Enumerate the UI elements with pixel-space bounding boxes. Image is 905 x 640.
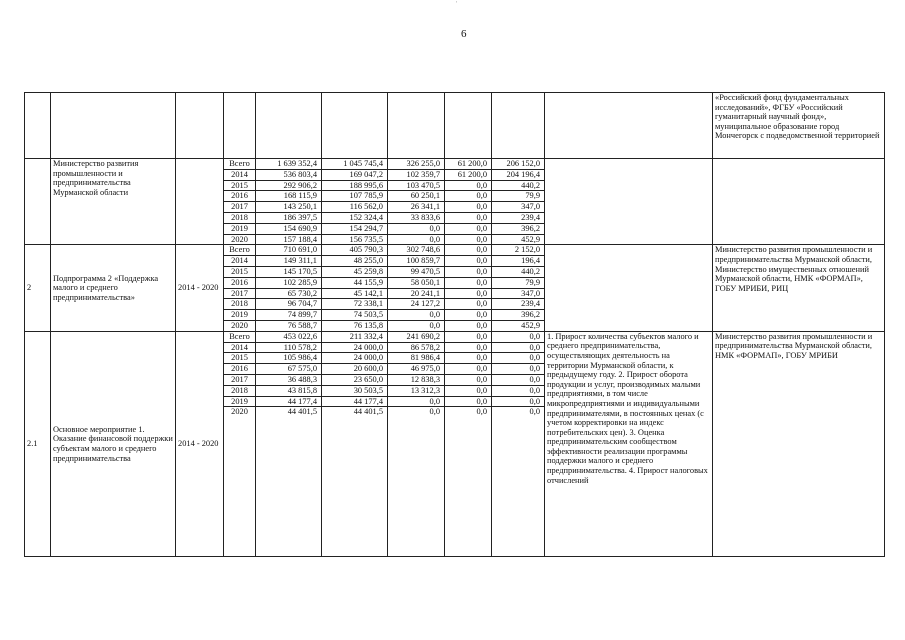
amount: 0,0 (492, 407, 545, 557)
year: 2015 (224, 266, 256, 277)
top-executor: «Российский фонд фундаментальных исследований», ФГБУ «Российский гуманитарный научный фонд», муниципальное образование город Мончегорск с подведомственной территорией (713, 93, 885, 159)
amount: 239,4 (492, 299, 545, 310)
indicators (545, 159, 713, 245)
amount: 110 578,2 (256, 342, 322, 353)
amount: 0,0 (445, 310, 492, 321)
amount: 452,9 (492, 320, 545, 331)
amount: 0,0 (445, 245, 492, 256)
amount: 72 338,1 (322, 299, 388, 310)
indicators (545, 245, 713, 331)
amount: 154 294,7 (322, 223, 388, 234)
amount: 102 359,7 (388, 169, 445, 180)
amount: 0,0 (445, 277, 492, 288)
amount: 44 177,4 (256, 396, 322, 407)
amount: 169 047,2 (322, 169, 388, 180)
year: 2016 (224, 364, 256, 375)
amount: 0,0 (445, 353, 492, 364)
amount: 239,4 (492, 212, 545, 223)
amount: 347,0 (492, 202, 545, 213)
year: 2018 (224, 212, 256, 223)
executor: Министерство развития промышленности и предпринимательства Мурманской области, НМК «ФОРМАП», ГОБУ МРИБИ (713, 331, 885, 557)
table-row-top (25, 93, 885, 159)
amount: 0,0 (445, 202, 492, 213)
scan-mark: ˈ (455, 0, 458, 9)
amount: 43 815,8 (256, 385, 322, 396)
amount: 0,0 (445, 320, 492, 331)
year: 2019 (224, 396, 256, 407)
amount: 61 200,0 (445, 169, 492, 180)
amount: 20 241,1 (388, 288, 445, 299)
amount: 440,2 (492, 180, 545, 191)
year: 2014 (224, 169, 256, 180)
amount: 105 986,4 (256, 353, 322, 364)
period: 2014 - 2020 (176, 331, 224, 557)
amount: 0,0 (445, 342, 492, 353)
row-number: 2.1 (25, 331, 51, 557)
period (176, 159, 224, 245)
amount: 1 045 745,4 (322, 159, 388, 170)
amount: 149 311,1 (256, 256, 322, 267)
amount: 24 127,2 (388, 299, 445, 310)
amount: 0,0 (445, 407, 492, 557)
executor (713, 159, 885, 245)
amount: 61 200,0 (445, 159, 492, 170)
year: 2020 (224, 234, 256, 245)
amount: 0,0 (445, 374, 492, 385)
amount: 33 833,6 (388, 212, 445, 223)
amount: 396,2 (492, 310, 545, 321)
program-name: Министерство развития промышленности и предпринимательства Мурманской области (51, 159, 176, 245)
amount: 12 838,3 (388, 374, 445, 385)
amount: 1 639 352,4 (256, 159, 322, 170)
amount: 96 704,7 (256, 299, 322, 310)
amount: 0,0 (445, 288, 492, 299)
amount: 44 177,4 (322, 396, 388, 407)
amount: 58 050,1 (388, 277, 445, 288)
indicators: 1. Прирост количества субъектов малого и среднего предпринимательства, осуществляющих деятельность на территории Мурманской области, к предыдущему году. 2. Прирост оборота продукции и услуг, производимых малыми предприятиями, в том числе микропредприятиями и индивидуальными предпринимателями, в постоянных ценах (с учетом корректировки на индекс потребительских цен). 3. Оценка предпринимательским сообществом эффективности реализации программы поддержки малого и среднего предпринимательства. 4. Прирост налоговых отчислений (545, 331, 713, 557)
amount: 60 250,1 (388, 191, 445, 202)
year: Всего (224, 245, 256, 256)
amount: 396,2 (492, 223, 545, 234)
cell (176, 93, 224, 159)
year: 2017 (224, 202, 256, 213)
year: 2020 (224, 407, 256, 557)
amount: 45 142,1 (322, 288, 388, 299)
amount: 0,0 (492, 374, 545, 385)
amount: 204 196,4 (492, 169, 545, 180)
amount: 0,0 (492, 385, 545, 396)
amount: 0,0 (492, 353, 545, 364)
amount: 74 503,5 (322, 310, 388, 321)
amount: 36 488,3 (256, 374, 322, 385)
amount: 0,0 (388, 407, 445, 557)
amount: 79,9 (492, 277, 545, 288)
period: 2014 - 2020 (176, 245, 224, 331)
amount: 0,0 (445, 191, 492, 202)
cell (25, 93, 51, 159)
amount: 196,4 (492, 256, 545, 267)
amount: 452,9 (492, 234, 545, 245)
amount: 347,0 (492, 288, 545, 299)
amount: 0,0 (445, 331, 492, 342)
amount: 0,0 (445, 256, 492, 267)
amount: 0,0 (445, 234, 492, 245)
cell (445, 93, 492, 159)
amount: 74 899,7 (256, 310, 322, 321)
amount: 86 578,2 (388, 342, 445, 353)
amount: 0,0 (388, 320, 445, 331)
amount: 453 022,6 (256, 331, 322, 342)
amount: 76 135,8 (322, 320, 388, 331)
amount: 0,0 (388, 310, 445, 321)
cell (51, 93, 176, 159)
amount: 30 503,5 (322, 385, 388, 396)
amount: 0,0 (388, 223, 445, 234)
amount: 0,0 (445, 212, 492, 223)
amount: 79,9 (492, 191, 545, 202)
year: Всего (224, 159, 256, 170)
amount: 0,0 (445, 266, 492, 277)
year: 2019 (224, 223, 256, 234)
cell (224, 93, 256, 159)
amount: 188 995,6 (322, 180, 388, 191)
year: 2014 (224, 256, 256, 267)
year: 2016 (224, 191, 256, 202)
year: Всего (224, 331, 256, 342)
amount: 107 785,9 (322, 191, 388, 202)
amount: 0,0 (445, 299, 492, 310)
amount: 186 397,5 (256, 212, 322, 223)
table-row (25, 245, 885, 256)
amount: 67 575,0 (256, 364, 322, 375)
year: 2014 (224, 342, 256, 353)
amount: 154 690,9 (256, 223, 322, 234)
amount: 76 588,7 (256, 320, 322, 331)
program-name: Подпрограмма 2 «Поддержка малого и среднего предпринимательства» (51, 245, 176, 331)
amount: 292 906,2 (256, 180, 322, 191)
amount: 116 562,0 (322, 202, 388, 213)
amount: 0,0 (445, 223, 492, 234)
amount: 145 170,5 (256, 266, 322, 277)
executor: Министерство развития промышленности и предпринимательства Мурманской области, Министерство имущественных отношений Мурманской области, НМК «ФОРМАП», ГОБУ МРИБИ, РИЦ (713, 245, 885, 331)
amount: 0,0 (492, 342, 545, 353)
amount: 0,0 (388, 234, 445, 245)
cell (256, 93, 322, 159)
year: 2019 (224, 310, 256, 321)
amount: 102 285,9 (256, 277, 322, 288)
amount: 710 691,0 (256, 245, 322, 256)
page-number: 6 (461, 28, 467, 40)
amount: 44 401,5 (322, 407, 388, 557)
year: 2016 (224, 277, 256, 288)
amount: 143 250,1 (256, 202, 322, 213)
amount: 45 259,8 (322, 266, 388, 277)
amount: 100 859,7 (388, 256, 445, 267)
amount: 0,0 (492, 396, 545, 407)
amount: 241 690,2 (388, 331, 445, 342)
amount: 65 730,2 (256, 288, 322, 299)
amount: 0,0 (492, 364, 545, 375)
amount: 156 735,5 (322, 234, 388, 245)
amount: 20 600,0 (322, 364, 388, 375)
program-table (24, 92, 885, 557)
year: 2017 (224, 288, 256, 299)
amount: 24 000,0 (322, 342, 388, 353)
amount: 2 152,0 (492, 245, 545, 256)
row-number (25, 159, 51, 245)
amount: 23 650,0 (322, 374, 388, 385)
year: 2018 (224, 299, 256, 310)
amount: 302 748,6 (388, 245, 445, 256)
year: 2015 (224, 353, 256, 364)
program-name: Основное мероприятие 1. Оказание финансовой поддержки субъектам малого и среднего предпринимательства (51, 331, 176, 557)
amount: 99 470,5 (388, 266, 445, 277)
amount: 0,0 (445, 364, 492, 375)
amount: 0,0 (492, 331, 545, 342)
year: 2015 (224, 180, 256, 191)
cell (545, 93, 713, 159)
row-number: 2 (25, 245, 51, 331)
amount: 536 803,4 (256, 169, 322, 180)
amount: 0,0 (445, 385, 492, 396)
amount: 26 341,1 (388, 202, 445, 213)
amount: 103 470,5 (388, 180, 445, 191)
amount: 0,0 (445, 396, 492, 407)
amount: 0,0 (388, 396, 445, 407)
amount: 326 255,0 (388, 159, 445, 170)
amount: 13 312,3 (388, 385, 445, 396)
amount: 24 000,0 (322, 353, 388, 364)
table-row (25, 331, 885, 342)
amount: 211 332,4 (322, 331, 388, 342)
amount: 44 401,5 (256, 407, 322, 557)
amount: 440,2 (492, 266, 545, 277)
amount: 206 152,0 (492, 159, 545, 170)
table-body (25, 93, 885, 557)
amount: 152 324,4 (322, 212, 388, 223)
amount: 44 155,9 (322, 277, 388, 288)
amount: 405 790,3 (322, 245, 388, 256)
year: 2018 (224, 385, 256, 396)
amount: 0,0 (445, 180, 492, 191)
amount: 157 188,4 (256, 234, 322, 245)
cell (388, 93, 445, 159)
cell (322, 93, 388, 159)
amount: 46 975,0 (388, 364, 445, 375)
amount: 168 115,9 (256, 191, 322, 202)
table-row (25, 159, 885, 170)
amount: 48 255,0 (322, 256, 388, 267)
amount: 81 986,4 (388, 353, 445, 364)
cell (492, 93, 545, 159)
year: 2020 (224, 320, 256, 331)
year: 2017 (224, 374, 256, 385)
